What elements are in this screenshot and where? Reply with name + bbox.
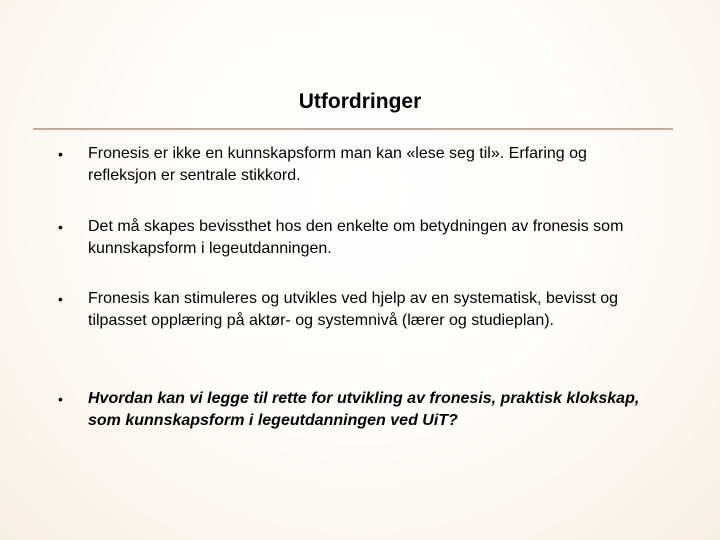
- bullet-marker: •: [58, 291, 63, 307]
- bullet-marker: •: [58, 391, 63, 407]
- bullet-text-question: Hvordan kan vi legge til rette for utvikling av fronesis, praktisk klokskap, som kunnskapsform i legeutdanningen ved UiT?: [88, 390, 640, 429]
- bullet-marker: •: [58, 219, 63, 235]
- title-divider: [33, 128, 673, 130]
- bullet-text: Fronesis kan stimuleres og utvikles ved hjelp av en systematisk, bevisst og tilpasset opplæring på aktør- og systemnivå (lærer og studieplan).: [88, 290, 619, 329]
- bullet-text: Fronesis er ikke en kunnskapsform man kan «lese seg til». Erfaring og refleksjon er sentrale stikkord.: [88, 145, 587, 184]
- bullet-marker: •: [58, 146, 63, 162]
- slide-title: Utfordringer: [298, 90, 422, 113]
- bullet-text: Det må skapes bevissthet hos den enkelte om betydningen av fronesis som kunnskapsform i legeutdanningen.: [88, 218, 624, 257]
